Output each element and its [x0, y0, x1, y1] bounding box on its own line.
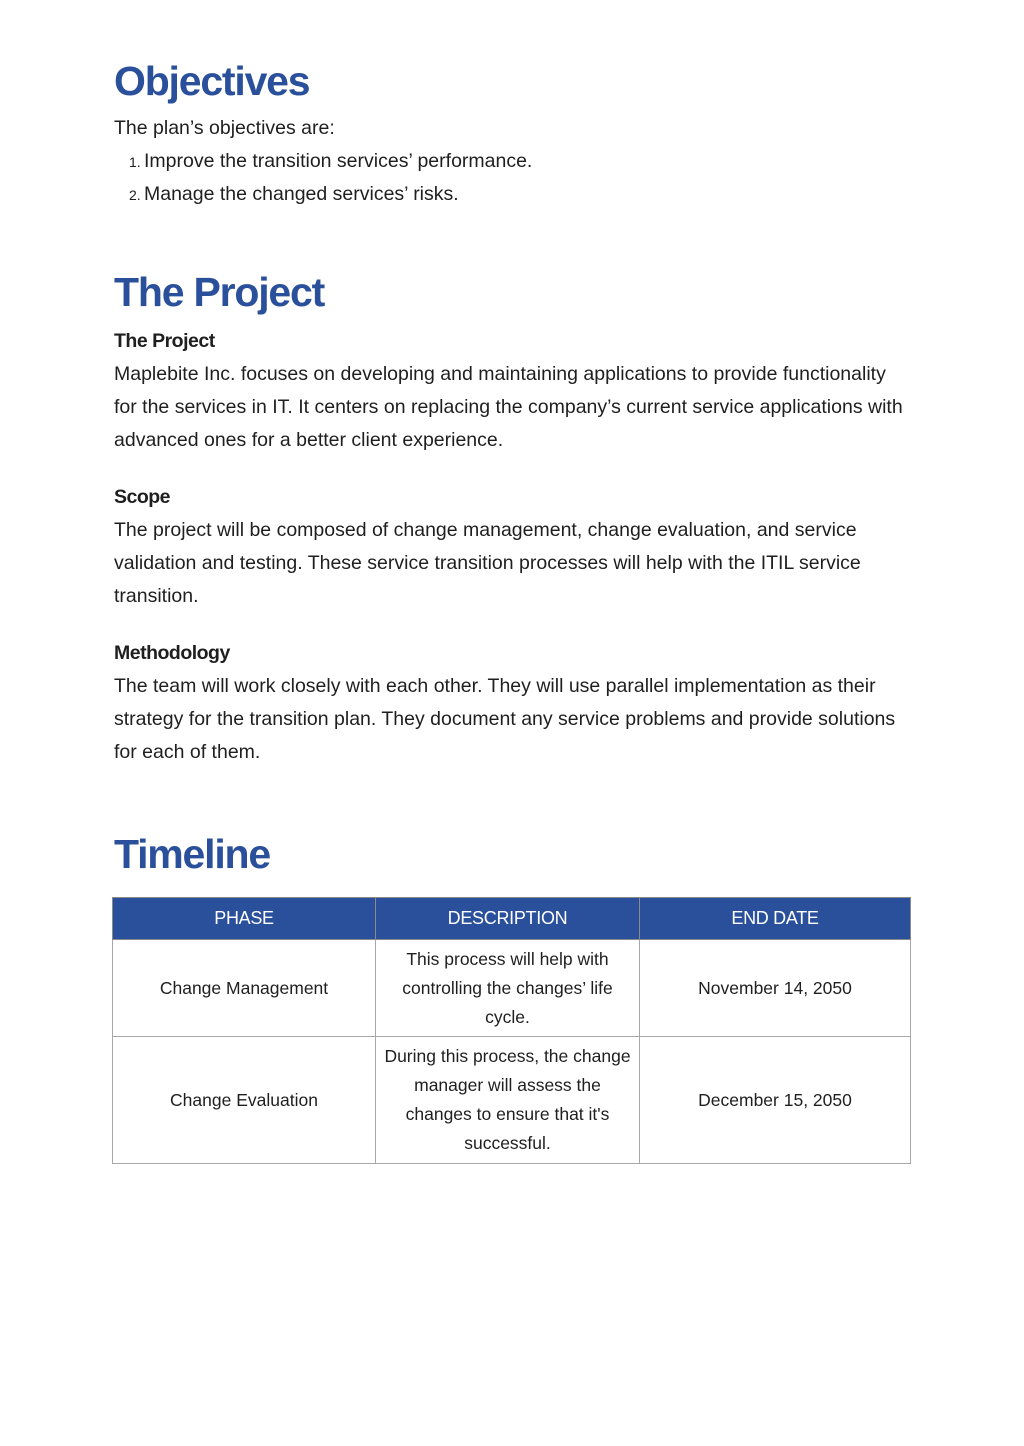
cell-end-date: November 14, 2050 [640, 940, 911, 1037]
list-item-number: 2. [129, 187, 141, 203]
timeline-heading: Timeline [114, 831, 270, 877]
column-header-end-date: END DATE [640, 898, 911, 940]
project-subsection-title: The Project [114, 330, 215, 352]
scope-subsection-body: The project will be composed of change management, change evaluation, and service validation and testing. These service transition processes will help with the ITIL service transition. [114, 519, 861, 607]
cell-phase: Change Evaluation [113, 1037, 376, 1164]
document-content [114, 56, 910, 1164]
timeline-table [112, 897, 911, 1164]
project-heading: The Project [114, 269, 325, 315]
column-header-phase: PHASE [113, 898, 376, 940]
methodology-subsection-title: Methodology [114, 642, 230, 664]
project-section [114, 267, 910, 769]
project-subsection-body: Maplebite Inc. focuses on developing and maintaining applications to provide functionality for the services in IT. It centers on replacing the company’s current service applications with advanced ones for a better client experience. [114, 363, 903, 451]
list-item-text: Manage the changed services’ risks. [144, 183, 459, 205]
table-row [113, 1037, 911, 1164]
cell-description: This process will help with controlling the changes’ life cycle. [376, 940, 640, 1037]
cell-end-date: December 15, 2050 [640, 1037, 911, 1164]
cell-phase: Change Management [113, 940, 376, 1037]
list-item [114, 178, 910, 211]
objectives-section [114, 56, 910, 211]
list-item [114, 145, 910, 178]
objectives-intro: The plan’s objectives are: [114, 117, 335, 139]
list-item-number: 1. [129, 154, 141, 170]
objectives-heading: Objectives [114, 58, 310, 104]
column-header-description: DESCRIPTION [376, 898, 640, 940]
cell-description: During this process, the change manager will assess the changes to ensure that it's successful. [376, 1037, 640, 1164]
timeline-section [114, 829, 910, 1164]
objectives-list [114, 145, 910, 211]
table-row [113, 940, 911, 1037]
methodology-subsection-body: The team will work closely with each other. They will use parallel implementation as their strategy for the transition plan. They document any service problems and provide solutions for each of them. [114, 675, 896, 763]
list-item-text: Improve the transition services’ performance. [144, 150, 533, 172]
table-header-row [113, 898, 911, 940]
scope-subsection-title: Scope [114, 486, 171, 508]
